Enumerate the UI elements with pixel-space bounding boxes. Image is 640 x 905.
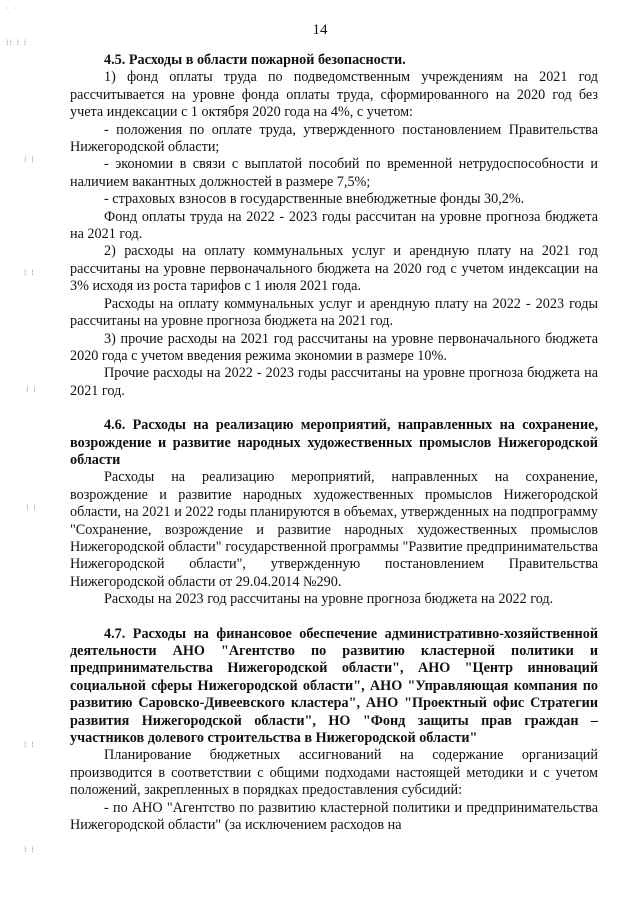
scan-artifact: ⁞ ⁞ (26, 385, 37, 394)
list-item: - по АНО "Агентство по развитию кластерной политики и предпринимательства Нижегородской области" (за исключением расходов на (70, 799, 598, 834)
section-heading: 4.7. Расходы на финансовое обеспечение административно-хозяйственной деятельности АНО "Агентство по развитию кластерной политики и предпринимательства Нижегородской области", АНО "Центр инноваций социальной сферы Нижегородской области", АНО "Управляющая компания по развитию Саровско-Дивеевского кластера", АНО "Проектный офис Стратегии развития Нижегородской области", НО "Фонд защиты прав граждан – участников долевого строительства в Нижегородской области" (70, 625, 598, 747)
paragraph: 3) прочие расходы на 2021 год рассчитаны на уровне первоначального бюджета 2020 года с учетом введения режима экономии в размере 10%. (70, 330, 598, 364)
paragraph: 1) фонд оплаты труда по подведомственным учреждениям на 2021 год рассчитывается на уровне фонда оплаты труда, сформированного на 2020 год без учета индексации с 1 октября 2020 года на 4%, с учетом: (70, 69, 598, 121)
document-body (70, 52, 598, 834)
page-number: 14 (312, 22, 328, 38)
scan-artifact: ⁞ ⁞ (26, 503, 37, 512)
paragraph: Расходы на оплату коммунальных услуг и арендную плату на 2022 - 2023 годы рассчитаны на уровне прогноза бюджета на 2021 год. (70, 295, 598, 330)
scan-artifact: · · (6, 4, 17, 13)
list-item: - положения по оплате труда, утвержденного постановлением Правительства Нижегородской области; (70, 121, 598, 156)
list-item: - экономии в связи с выплатой пособий по временной нетрудоспособности и наличием вакантных должностей в размере 7,5%; (70, 156, 598, 190)
scan-artifact: ⁞ ⁞ (24, 268, 35, 277)
scan-artifact: ⁞ ⁞ (24, 740, 35, 749)
list-item: - страховых взносов в государственные внебюджетные фонды 30,2%. (104, 191, 525, 208)
paragraph: Расходы на 2023 год рассчитаны на уровне прогноза бюджета на 2022 год. (104, 591, 554, 608)
section-heading: 4.6. Расходы на реализацию мероприятий, направленных на сохранение, возрождение и развитие народных художественных промыслов Нижегородской области (70, 417, 598, 468)
paragraph: 2) расходы на оплату коммунальных услуг и арендную плату на 2021 год рассчитаны на уровне первоначального бюджета на 2020 год с учетом индексации на 3% исходя из роста тарифов с 1 июля 2021 года. (70, 243, 598, 295)
paragraph: Фонд оплаты труда на 2022 - 2023 годы рассчитан на уровне прогноза бюджета на 2021 год. (70, 208, 598, 243)
scan-artifact: ⁞ ⁞ (24, 155, 35, 164)
paragraph: Расходы на реализацию мероприятий, направленных на сохранение, возрождение и развитие народных художественных промыслов Нижегородской области, на 2021 и 2022 годы планируются в объемах, утвержденных на подпрограмму "Сохранение, возрождение и развитие народных художественных промыслов Нижегородской области" государственной программы "Развитие предпринимательства Нижегородской области", утвержденную постановлением Правительства Нижегородской области от 29.04.2014 №290. (70, 469, 598, 590)
scan-artifact: ⁞⁞ ⁞ ⁞ (6, 38, 28, 47)
section-heading: 4.5. Расходы в области пожарной безопасности. (104, 52, 406, 68)
paragraph: Прочие расходы на 2022 - 2023 годы рассчитаны на уровне прогноза бюджета на 2021 год. (70, 365, 598, 399)
scan-artifact: ⁞ ⁞ (24, 845, 35, 854)
paragraph: Планирование бюджетных ассигнований на содержание организаций производится в соответствии с общими подходами настоящей методики и с учетом положений, закрепленных в порядках предоставления субсидий: (70, 747, 598, 799)
